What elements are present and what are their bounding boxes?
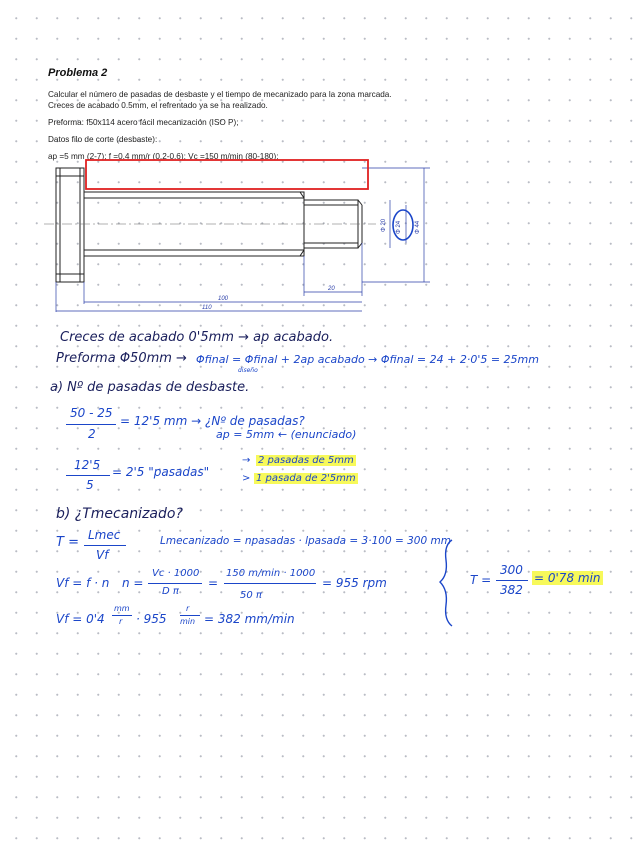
frac2-result: = 2'5 "pasadas" [112, 465, 210, 479]
t-numerator: Lmec [88, 528, 121, 542]
n-numerator-values: 150 m/min · 1000 [226, 568, 316, 579]
dim-phi24: Φ 24 [396, 220, 402, 234]
n-equals: = [208, 576, 219, 590]
n-denominator-values: 50 π [240, 590, 262, 601]
final-lhs: T = [470, 573, 492, 587]
n-denominator: D π [162, 586, 179, 597]
option-1: 2 pasadas de 5mm [258, 455, 354, 466]
question-a: a) Nº de pasadas de desbaste. [50, 380, 250, 395]
n-lhs: n = [122, 576, 144, 590]
note-final-diameter: Φfinal = Φfinal + 2ap acabado → Φfinal = 24 + 2·0'5 = 25mm [196, 353, 539, 366]
problem-title: Problema 2 [48, 67, 108, 79]
final-bar [496, 580, 528, 581]
final-denominator: 382 [500, 583, 523, 597]
vf-unit1-num: mm [114, 604, 130, 613]
option-2-arrow: > [242, 473, 251, 484]
dim-20: 20 [328, 286, 335, 292]
frac1-denominator: 2 [88, 427, 96, 441]
dim-phi44: Φ 44 [415, 220, 421, 234]
n-result: = 955 rpm [322, 576, 387, 590]
note-preform: Preforma Φ50mm → [56, 351, 187, 366]
dim-phi20: Φ 20 [381, 218, 387, 232]
statement-cutting-data-heading: Datos filo de corte (desbaste): [48, 135, 158, 144]
vf-unit1-den: r [119, 617, 123, 626]
machined-length: Lmecanizado = npasadas · lpasada = 3·100 = 300 mm [160, 535, 451, 547]
final-numerator: 300 [500, 563, 523, 577]
statement-line-1: Calcular el número de pasadas de desbaste y el tiempo de mecanizado para la zona marcada. [48, 90, 392, 99]
frac2-numerator: 12'5 [74, 458, 101, 472]
vf-value-start: Vf = 0'4 [56, 612, 105, 626]
vf-formula: Vf = f · n [56, 576, 110, 590]
note-finish-allowance: Creces de acabado 0'5mm → ap acabado. [60, 330, 334, 345]
vf-unit2-num: r [186, 604, 190, 613]
n-numerator: Vc · 1000 [152, 568, 200, 579]
statement-preform: Preforma: f50x114 acero fácil mecanización (ISO P); [48, 118, 239, 127]
statement-line-2: Creces de acabado 0.5mm, el refrentado ya se ha realizado. [48, 101, 268, 110]
t-denominator: Vf [96, 548, 109, 562]
statement-cutting-data: ap =5 mm (2-7); f =0.4 mm/r (0.2-0.6); Vc =150 m/min (80-180); [48, 152, 279, 161]
frac1-result: = 12'5 mm → ¿Nº de pasadas? [120, 414, 305, 428]
option-2: 1 pasada de 2'5mm [256, 473, 356, 484]
note-design-sub: diseño [238, 367, 258, 374]
option-1-arrow: → [242, 455, 251, 466]
dim-100: 100 [218, 296, 229, 302]
frac1-numerator: 50 - 25 [70, 406, 113, 420]
final-result: = 0'78 min [534, 571, 601, 585]
t-lhs: T = [56, 535, 79, 550]
vf-unit2-den: min [180, 617, 196, 626]
question-b: b) ¿Tmecanizado? [56, 506, 183, 522]
vf-rpm: · 955 [136, 612, 167, 626]
ap-statement: ap = 5mm ← (enunciado) [216, 428, 357, 441]
frac2-denominator: 5 [86, 478, 94, 492]
dim-110: 110 [202, 305, 212, 311]
vf-result: = 382 mm/min [204, 612, 295, 626]
